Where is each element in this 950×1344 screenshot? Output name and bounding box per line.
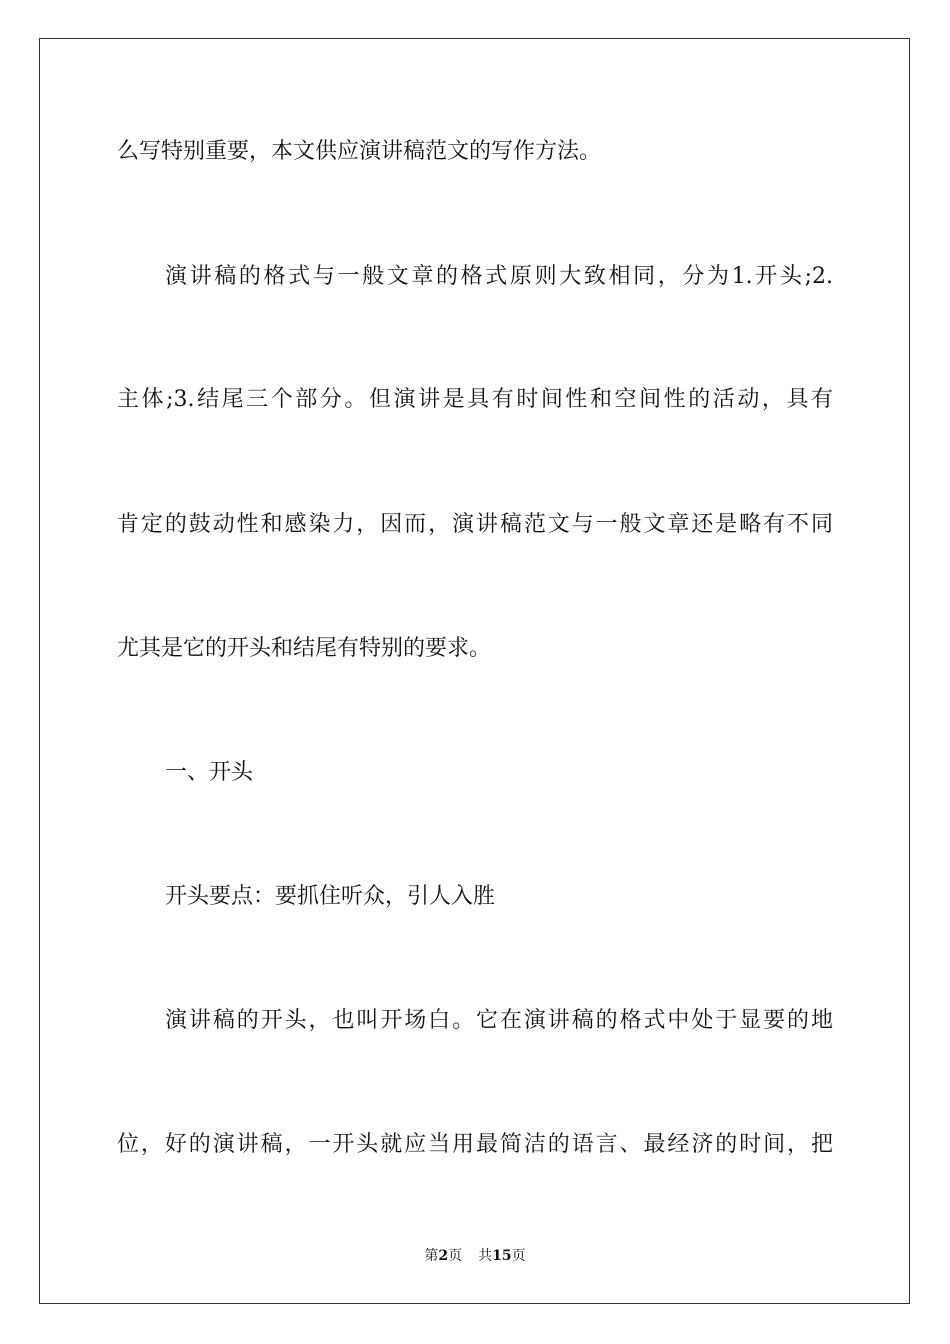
- footer-page-number: 2: [438, 1248, 449, 1264]
- body-line-2: 演讲稿的格式与一般文章的格式原则大致相同，分为1.开头;2.: [165, 264, 833, 289]
- body-line-4: 肯定的鼓动性和感染力，因而，演讲稿范文与一般文章还是略有不同: [117, 512, 833, 537]
- footer-total-prefix: 共: [478, 1248, 493, 1264]
- body-line-1: 么写特别重要，本文供应演讲稿范文的写作方法。: [117, 139, 602, 164]
- footer-total-suffix: 页: [511, 1248, 526, 1264]
- footer-total-pages: 15: [492, 1248, 512, 1264]
- footer-page-suffix: 页: [448, 1248, 463, 1264]
- page-border: [39, 38, 910, 1304]
- page-footer: [0, 1246, 950, 1266]
- body-line-3: 主体;3.结尾三个部分。但演讲是具有时间性和空间性的活动，具有: [117, 387, 833, 412]
- body-line-5: 尤其是它的开头和结尾有特别的要求。: [117, 636, 492, 661]
- section-heading: 一、开头: [165, 760, 254, 785]
- footer-page-prefix: 第: [424, 1248, 439, 1264]
- body-line-7: 开头要点：要抓住听众，引人入胜: [165, 884, 496, 909]
- body-line-8: 演讲稿的开头，也叫开场白。它在演讲稿的格式中处于显要的地: [165, 1008, 833, 1033]
- body-line-9: 位，好的演讲稿，一开头就应当用最简洁的语言、最经济的时间，把: [117, 1132, 833, 1157]
